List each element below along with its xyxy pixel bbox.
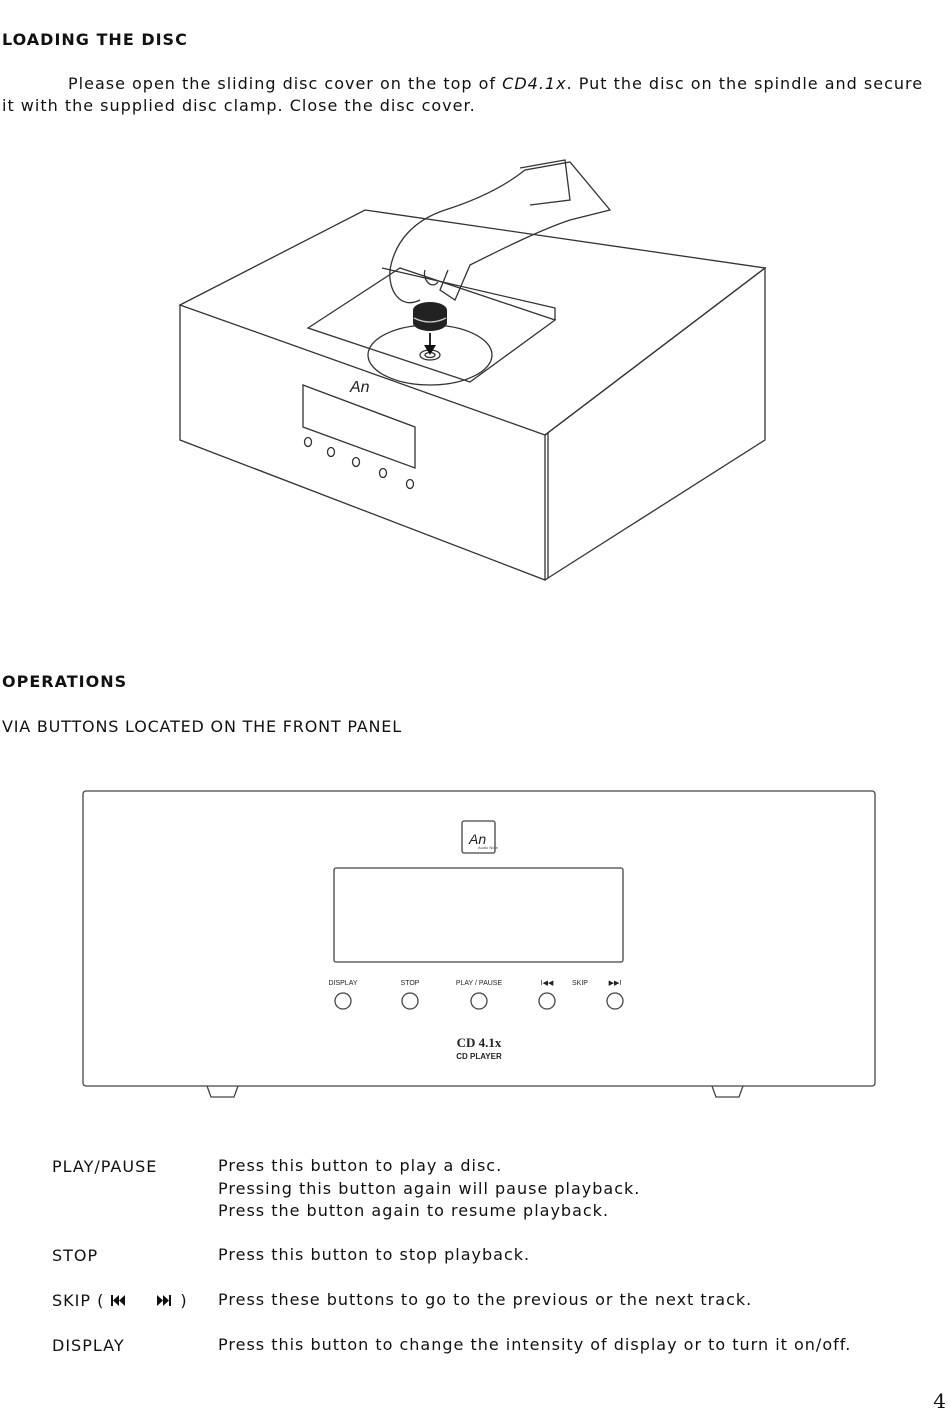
model-name: CD4.1x <box>502 74 567 93</box>
display-button-shape <box>335 993 351 1009</box>
product-label: CD PLAYER <box>456 1052 502 1061</box>
prev-button-shape <box>539 993 555 1009</box>
skip-next-icon <box>156 1294 172 1307</box>
term-stop: STOP <box>52 1246 99 1265</box>
stop-button-shape <box>402 993 418 1009</box>
play-pause-label: PLAY / PAUSE <box>455 980 503 987</box>
play-pause-button-shape <box>471 993 487 1009</box>
term-skip-label: SKIP ( <box>52 1291 105 1310</box>
desc-play-pause-line-3: Press the button again to resume playback. <box>218 1201 610 1220</box>
next-button-shape <box>607 993 623 1009</box>
stop-label: STOP <box>400 980 420 987</box>
display-label: DISPLAY <box>328 980 358 987</box>
loading-illustration <box>170 150 780 590</box>
loading-heading: LOADING THE DISC <box>2 30 188 49</box>
operations-heading: OPERATIONS <box>2 672 128 691</box>
svg-text:An: An <box>469 831 487 847</box>
desc-play-pause-line-1: Press this button to play a disc. <box>218 1156 503 1175</box>
term-play-pause: PLAY/PAUSE <box>52 1157 158 1176</box>
desc-play-pause-line-2: Pressing this button again will pause playback. <box>218 1178 641 1198</box>
loading-text-1: Please open the sliding disc cover on the top of <box>68 74 503 93</box>
term-skip-close: ) <box>180 1291 188 1310</box>
operations-subheading: VIA BUTTONS LOCATED ON THE FRONT PANEL <box>2 717 402 736</box>
desc-display: Press this button to change the intensity of display or to turn it on/off. <box>218 1335 852 1354</box>
svg-text:An: An <box>350 379 370 396</box>
model-label: CD 4.1x <box>456 1035 502 1050</box>
skip-prev-icon <box>110 1294 126 1307</box>
desc-skip: Press these buttons to go to the previous or the next track. <box>218 1290 753 1309</box>
loading-text-2: . Put the disc on the spindle and secure it with the supplied disc clamp. Close the disc cover. <box>2 74 924 115</box>
term-display: DISPLAY <box>52 1336 125 1355</box>
desc-play-pause <box>218 1155 640 1223</box>
skip-label: SKIP <box>572 980 588 987</box>
logo-text: Audio Note <box>478 845 498 850</box>
desc-stop: Press this button to stop playback. <box>218 1245 531 1264</box>
prev-icon: I◀◀ <box>540 980 554 987</box>
term-skip <box>52 1291 188 1310</box>
front-panel-illustration <box>80 788 878 1102</box>
next-icon: ▶▶I <box>608 980 622 987</box>
loading-paragraph <box>2 73 932 117</box>
page-number: 4 <box>933 1389 946 1413</box>
